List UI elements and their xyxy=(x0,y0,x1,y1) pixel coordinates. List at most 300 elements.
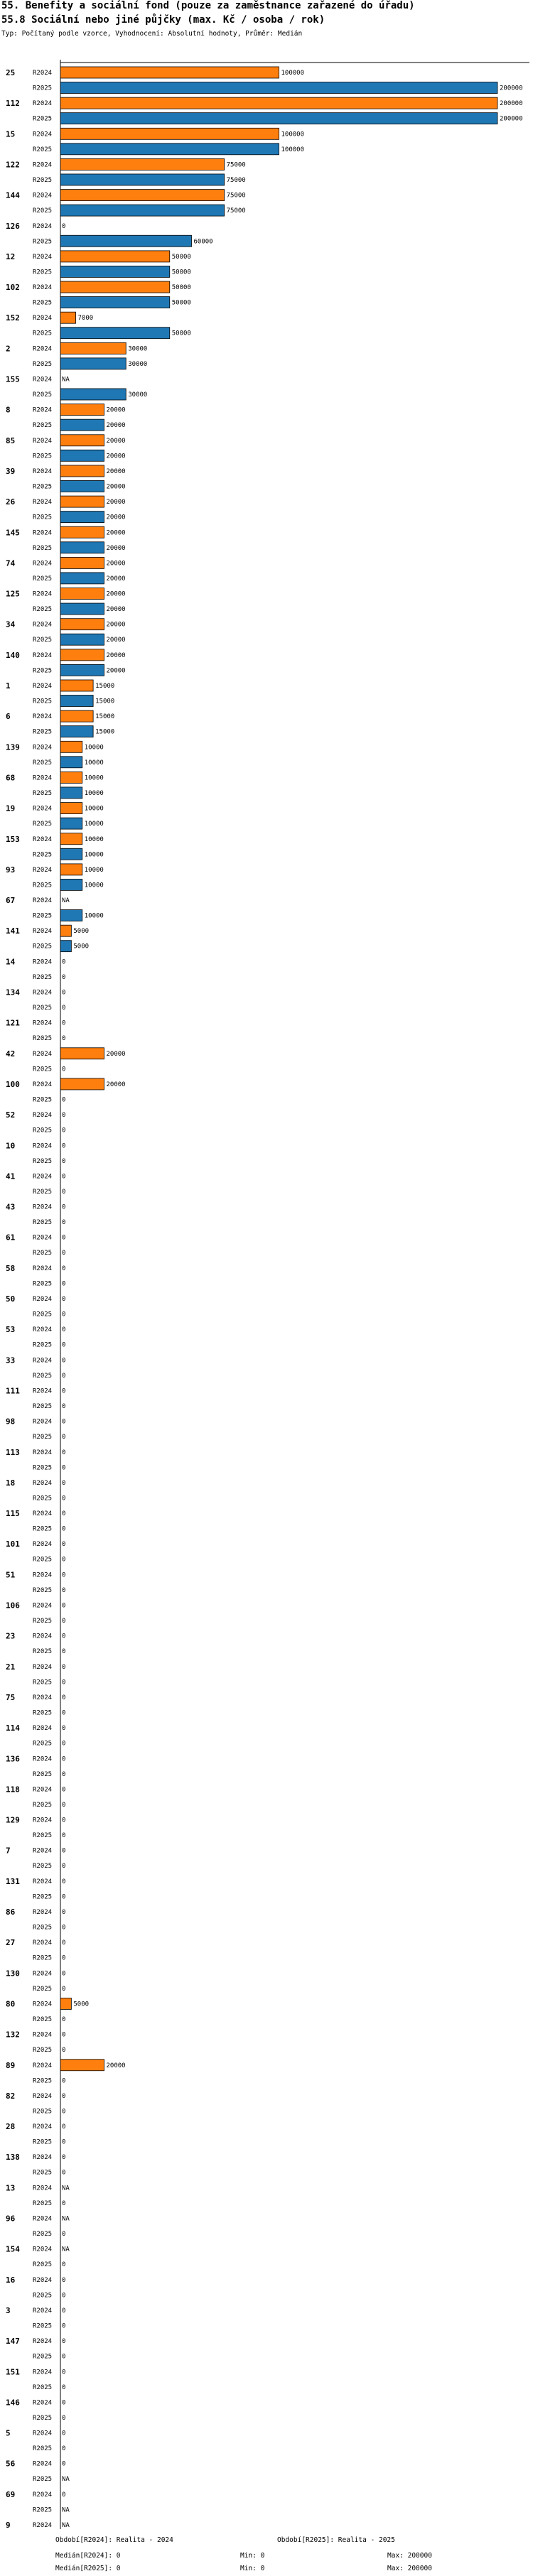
bar-r2024-93 xyxy=(60,864,82,875)
series-label-r2025: R2025 xyxy=(33,1402,53,1410)
bar-r2024-2 xyxy=(60,342,126,354)
category-label-9: 9 xyxy=(6,2521,11,2529)
series-label-r2024: R2024 xyxy=(33,1265,53,1272)
value-label-r2024-89: 20000 xyxy=(106,2062,126,2069)
series-label-r2024: R2024 xyxy=(33,2399,53,2407)
bar-r2024-39 xyxy=(60,465,104,477)
bar-r2025-74 xyxy=(60,573,104,584)
series-label-r2025: R2025 xyxy=(33,1066,53,1073)
series-label-r2024: R2024 xyxy=(33,1173,53,1181)
series-label-r2024: R2024 xyxy=(33,467,53,475)
category-label-75: 75 xyxy=(6,1692,16,1702)
series-label-r2025: R2025 xyxy=(33,2414,53,2422)
footer-median-r2025: Medián[R2025]: 0 xyxy=(55,2565,121,2572)
value-label-r2024-102: 50000 xyxy=(171,284,191,292)
category-label-93: 93 xyxy=(6,865,16,875)
value-label-r2024-12: 50000 xyxy=(171,253,191,261)
series-label-r2025: R2025 xyxy=(33,1188,53,1196)
value-label-r2024-140: 20000 xyxy=(106,651,126,659)
bar-r2024-141 xyxy=(60,925,71,936)
series-label-r2024: R2024 xyxy=(33,866,53,874)
category-label-139: 139 xyxy=(6,742,20,752)
series-label-r2024: R2024 xyxy=(33,345,53,353)
value-label-r2025-125: 20000 xyxy=(106,606,126,614)
series-label-r2024: R2024 xyxy=(33,1663,53,1671)
series-label-r2024: R2024 xyxy=(33,1296,53,1303)
bar-r2025-140 xyxy=(60,664,104,676)
value-label-r2024-51: 0 xyxy=(62,1571,66,1579)
value-label-r2025-75: 0 xyxy=(62,1709,66,1717)
series-label-r2024: R2024 xyxy=(33,2123,53,2131)
bar-r2025-155 xyxy=(60,389,126,400)
value-label-r2024-8: 20000 xyxy=(106,406,126,414)
bar-r2024-74 xyxy=(60,557,104,568)
bar-r2025-67 xyxy=(60,910,82,921)
series-label-r2024: R2024 xyxy=(33,713,53,721)
value-label-r2025-33: 0 xyxy=(62,1372,66,1380)
series-label-r2025: R2025 xyxy=(33,2047,53,2055)
category-label-10: 10 xyxy=(6,1141,16,1151)
value-label-r2024-132: 0 xyxy=(62,2031,66,2039)
value-label-r2024-112: 200000 xyxy=(500,100,523,108)
series-label-r2025: R2025 xyxy=(33,176,53,184)
bar-r2024-122 xyxy=(60,158,225,170)
value-label-r2025-53: 0 xyxy=(62,1341,66,1349)
value-label-r2024-26: 20000 xyxy=(106,499,126,507)
series-label-r2024: R2024 xyxy=(33,1786,53,1794)
value-label-r2025-106: 0 xyxy=(62,1618,66,1625)
series-label-r2024: R2024 xyxy=(33,70,53,77)
footer-min-r2024: Min: 0 xyxy=(240,2552,265,2560)
series-label-r2025: R2025 xyxy=(33,514,53,521)
value-label-r2025-131: 0 xyxy=(62,1893,66,1901)
series-label-r2024: R2024 xyxy=(33,1510,53,1518)
category-label-27: 27 xyxy=(6,1938,16,1948)
category-label-106: 106 xyxy=(6,1601,20,1611)
value-label-r2025-126: 60000 xyxy=(193,238,213,246)
category-label-144: 144 xyxy=(6,190,20,200)
value-label-r2024-39: 20000 xyxy=(106,467,126,475)
value-label-r2025-18: 0 xyxy=(62,1495,66,1503)
series-label-r2024: R2024 xyxy=(33,2246,53,2253)
value-label-r2025-154: 0 xyxy=(62,2261,66,2269)
value-label-r2024-69: 0 xyxy=(62,2491,66,2499)
category-label-15: 15 xyxy=(6,129,16,139)
series-label-r2024: R2024 xyxy=(33,590,53,598)
bar-r2024-80 xyxy=(60,1998,71,2009)
category-label-51: 51 xyxy=(6,1570,16,1580)
value-label-r2025-151: 0 xyxy=(62,2383,66,2391)
bar-r2024-100 xyxy=(60,1078,104,1090)
category-label-53: 53 xyxy=(6,1325,16,1335)
bar-r2024-85 xyxy=(60,435,104,446)
series-label-r2025: R2025 xyxy=(33,1618,53,1625)
value-label-r2025-39: 20000 xyxy=(106,483,126,491)
series-label-r2024: R2024 xyxy=(33,2031,53,2039)
series-label-r2024: R2024 xyxy=(33,1050,53,1058)
category-label-41: 41 xyxy=(6,1171,16,1181)
series-label-r2024: R2024 xyxy=(33,2491,53,2499)
series-label-r2025: R2025 xyxy=(33,1495,53,1503)
series-label-r2024: R2024 xyxy=(33,2154,53,2162)
series-label-r2025: R2025 xyxy=(33,1954,53,1962)
category-label-18: 18 xyxy=(6,1478,16,1488)
value-label-r2025-27: 0 xyxy=(62,1954,66,1962)
series-label-r2024: R2024 xyxy=(33,1081,53,1088)
series-label-r2025: R2025 xyxy=(33,1127,53,1135)
series-label-r2024: R2024 xyxy=(33,376,53,384)
category-label-153: 153 xyxy=(6,834,20,844)
category-label-141: 141 xyxy=(6,926,20,936)
series-label-r2024: R2024 xyxy=(33,2276,53,2284)
series-label-r2025: R2025 xyxy=(33,1985,53,1993)
series-label-r2025: R2025 xyxy=(33,2015,53,2023)
value-label-r2025-12: 50000 xyxy=(171,269,191,276)
value-label-r2024-125: 20000 xyxy=(106,590,126,598)
bar-r2025-25 xyxy=(60,82,497,94)
value-label-r2025-51: 0 xyxy=(62,1586,66,1594)
series-label-r2025: R2025 xyxy=(33,360,53,368)
category-label-28: 28 xyxy=(6,2122,16,2132)
series-label-r2024: R2024 xyxy=(33,774,53,782)
value-label-r2024-61: 0 xyxy=(62,1234,66,1242)
series-label-r2024: R2024 xyxy=(33,1571,53,1579)
value-label-r2024-6: 15000 xyxy=(95,713,115,721)
series-label-r2025: R2025 xyxy=(33,422,53,430)
series-label-r2024: R2024 xyxy=(33,1418,53,1426)
category-label-56: 56 xyxy=(6,2459,16,2469)
value-label-r2025-25: 200000 xyxy=(500,85,523,92)
bar-r2024-34 xyxy=(60,619,104,630)
series-label-r2025: R2025 xyxy=(33,728,53,736)
value-label-r2025-68: 10000 xyxy=(84,789,104,797)
series-label-r2024: R2024 xyxy=(33,284,53,292)
value-label-r2025-21: 0 xyxy=(62,1679,66,1687)
series-label-r2024: R2024 xyxy=(33,529,53,537)
bar-r2024-140 xyxy=(60,649,104,661)
series-label-r2024: R2024 xyxy=(33,621,53,629)
series-label-r2025: R2025 xyxy=(33,2506,53,2514)
value-label-r2025-26: 20000 xyxy=(106,514,126,521)
category-label-43: 43 xyxy=(6,1202,16,1212)
value-label-r2025-147: 0 xyxy=(62,2353,66,2361)
value-label-r2025-2: 30000 xyxy=(128,360,148,368)
series-label-r2024: R2024 xyxy=(33,406,53,414)
value-label-r2025-115: 0 xyxy=(62,1525,66,1533)
series-label-r2024: R2024 xyxy=(33,1112,53,1120)
category-label-151: 151 xyxy=(6,2367,20,2377)
series-label-r2024: R2024 xyxy=(33,1633,53,1640)
value-label-r2024-41: 0 xyxy=(62,1173,66,1181)
category-label-96: 96 xyxy=(6,2214,16,2224)
series-label-r2025: R2025 xyxy=(33,1250,53,1257)
series-label-r2025: R2025 xyxy=(33,2199,53,2207)
value-label-r2024-52: 0 xyxy=(62,1112,66,1120)
bar-r2025-2 xyxy=(60,358,126,369)
bar-r2025-112 xyxy=(60,113,497,124)
series-label-r2024: R2024 xyxy=(33,897,53,905)
series-label-r2024: R2024 xyxy=(33,1725,53,1733)
series-label-r2025: R2025 xyxy=(33,821,53,828)
chart-title-section: 55. Benefity a sociální fond (pouze za zaměstnance zařazené do úřadu) xyxy=(1,0,415,11)
series-label-r2024: R2024 xyxy=(33,192,53,200)
value-label-r2024-74: 20000 xyxy=(106,560,126,568)
bar-r2025-125 xyxy=(60,603,104,615)
series-label-r2025: R2025 xyxy=(33,330,53,337)
bar-r2025-126 xyxy=(60,235,192,247)
series-label-r2025: R2025 xyxy=(33,667,53,675)
category-label-69: 69 xyxy=(6,2489,16,2499)
value-label-r2025-145: 20000 xyxy=(106,544,126,552)
value-label-r2025-19: 10000 xyxy=(84,821,104,828)
value-label-r2024-126: 0 xyxy=(62,222,66,230)
series-label-r2024: R2024 xyxy=(33,835,53,843)
value-label-r2024-100: 20000 xyxy=(106,1081,126,1088)
series-label-r2025: R2025 xyxy=(33,146,53,153)
series-label-r2025: R2025 xyxy=(33,1586,53,1594)
series-label-r2024: R2024 xyxy=(33,100,53,108)
value-label-r2024-85: 20000 xyxy=(106,437,126,445)
category-label-121: 121 xyxy=(6,1018,20,1028)
value-label-r2025-93: 10000 xyxy=(84,882,104,889)
value-label-r2025-56: NA xyxy=(62,2476,70,2484)
value-label-r2024-56: 0 xyxy=(62,2460,66,2468)
value-label-r2025-14: 0 xyxy=(62,973,66,981)
series-label-r2025: R2025 xyxy=(33,1832,53,1840)
series-label-r2025: R2025 xyxy=(33,2169,53,2177)
bar-r2025-39 xyxy=(60,480,104,492)
bar-r2025-152 xyxy=(60,328,170,339)
category-label-85: 85 xyxy=(6,435,16,445)
value-label-r2025-23: 0 xyxy=(62,1648,66,1656)
category-label-86: 86 xyxy=(6,1907,16,1917)
footer-max-r2024: Max: 200000 xyxy=(387,2552,432,2560)
series-label-r2025: R2025 xyxy=(33,973,53,981)
value-label-r2024-16: 0 xyxy=(62,2276,66,2284)
series-label-r2024: R2024 xyxy=(33,2522,53,2529)
footer-min-r2025: Min: 0 xyxy=(240,2565,265,2572)
value-label-r2024-68: 10000 xyxy=(84,774,104,782)
value-label-r2024-42: 20000 xyxy=(106,1050,126,1058)
value-label-r2024-2: 30000 xyxy=(128,345,148,353)
bar-r2024-42 xyxy=(60,1048,104,1059)
bar-r2024-26 xyxy=(60,496,104,507)
category-label-61: 61 xyxy=(6,1233,16,1243)
bar-r2024-152 xyxy=(60,312,76,323)
bar-r2025-85 xyxy=(60,450,104,461)
series-label-r2024: R2024 xyxy=(33,1541,53,1549)
category-label-5: 5 xyxy=(6,2428,11,2438)
category-label-1: 1 xyxy=(6,681,11,691)
bar-r2025-15 xyxy=(60,144,279,155)
series-label-r2025: R2025 xyxy=(33,115,53,123)
series-label-r2024: R2024 xyxy=(33,805,53,813)
series-label-r2024: R2024 xyxy=(33,253,53,261)
bar-r2024-102 xyxy=(60,281,170,293)
value-label-r2024-33: 0 xyxy=(62,1357,66,1365)
value-label-r2024-101: 0 xyxy=(62,1541,66,1549)
chart-subtitle: Typ: Počítaný podle vzorce, Vyhodnocení: Absolutní hodnoty, Průměr: Medián xyxy=(1,30,303,38)
category-label-146: 146 xyxy=(6,2398,20,2408)
category-label-12: 12 xyxy=(6,251,16,261)
value-label-r2025-132: 0 xyxy=(62,2047,66,2055)
value-label-r2025-6: 15000 xyxy=(95,728,115,736)
value-label-r2024-75: 0 xyxy=(62,1694,66,1701)
bar-r2025-102 xyxy=(60,297,170,308)
series-label-r2025: R2025 xyxy=(33,1556,53,1564)
value-label-r2025-136: 0 xyxy=(62,1770,66,1778)
series-label-r2025: R2025 xyxy=(33,2476,53,2484)
value-label-r2024-122: 75000 xyxy=(226,161,246,169)
value-label-r2024-10: 0 xyxy=(62,1142,66,1150)
bar-r2025-34 xyxy=(60,634,104,645)
series-label-r2025: R2025 xyxy=(33,1770,53,1778)
series-label-r2024: R2024 xyxy=(33,1142,53,1150)
bar-r2024-1 xyxy=(60,680,93,691)
series-label-r2025: R2025 xyxy=(33,2138,53,2146)
value-label-r2025-5: 0 xyxy=(62,2445,66,2453)
series-label-r2025: R2025 xyxy=(33,1005,53,1012)
bar-r2025-12 xyxy=(60,266,170,277)
series-label-r2024: R2024 xyxy=(33,683,53,690)
category-label-147: 147 xyxy=(6,2337,20,2347)
category-label-126: 126 xyxy=(6,221,20,231)
series-label-r2025: R2025 xyxy=(33,483,53,491)
value-label-r2025-114: 0 xyxy=(62,1740,66,1748)
series-label-r2024: R2024 xyxy=(33,2001,53,2008)
bar-r2024-144 xyxy=(60,190,225,201)
value-label-r2025-50: 0 xyxy=(62,1311,66,1319)
series-label-r2024: R2024 xyxy=(33,1817,53,1824)
value-label-r2024-86: 0 xyxy=(62,1909,66,1916)
category-label-7: 7 xyxy=(6,1846,11,1856)
category-label-68: 68 xyxy=(6,773,16,783)
category-label-34: 34 xyxy=(6,619,16,629)
value-label-r2024-27: 0 xyxy=(62,1939,66,1947)
bar-r2024-25 xyxy=(60,67,279,78)
value-label-r2024-18: 0 xyxy=(62,1479,66,1487)
category-label-129: 129 xyxy=(6,1815,20,1825)
value-label-r2025-58: 0 xyxy=(62,1280,66,1288)
value-label-r2024-15: 100000 xyxy=(281,131,305,139)
value-label-r2025-101: 0 xyxy=(62,1556,66,1564)
value-label-r2024-5: 0 xyxy=(62,2430,66,2437)
series-label-r2025: R2025 xyxy=(33,1096,53,1104)
series-label-r2024: R2024 xyxy=(33,928,53,936)
bar-r2024-139 xyxy=(60,741,82,752)
series-label-r2024: R2024 xyxy=(33,2092,53,2100)
bar-r2024-68 xyxy=(60,772,82,783)
value-label-r2025-122: 75000 xyxy=(226,176,246,184)
series-label-r2025: R2025 xyxy=(33,789,53,797)
value-label-r2025-113: 0 xyxy=(62,1464,66,1472)
value-label-r2024-9: NA xyxy=(62,2522,70,2529)
series-label-r2025: R2025 xyxy=(33,453,53,460)
value-label-r2024-118: 0 xyxy=(62,1786,66,1794)
series-label-r2025: R2025 xyxy=(33,207,53,215)
series-label-r2025: R2025 xyxy=(33,2261,53,2269)
value-label-r2025-42: 0 xyxy=(62,1066,66,1073)
value-label-r2024-136: 0 xyxy=(62,1755,66,1763)
category-label-100: 100 xyxy=(6,1079,20,1089)
value-label-r2024-139: 10000 xyxy=(84,744,104,752)
category-label-112: 112 xyxy=(6,99,20,109)
bar-r2024-15 xyxy=(60,128,279,139)
series-label-r2025: R2025 xyxy=(33,1709,53,1717)
value-label-r2024-147: 0 xyxy=(62,2338,66,2346)
category-label-33: 33 xyxy=(6,1355,16,1365)
series-label-r2025: R2025 xyxy=(33,1924,53,1932)
value-label-r2025-7: 0 xyxy=(62,1863,66,1871)
category-label-122: 122 xyxy=(6,160,20,170)
value-label-r2024-67: NA xyxy=(62,897,70,905)
series-label-r2025: R2025 xyxy=(33,698,53,705)
category-label-23: 23 xyxy=(6,1631,16,1641)
series-label-r2024: R2024 xyxy=(33,560,53,568)
series-label-r2024: R2024 xyxy=(33,1755,53,1763)
value-label-r2025-141: 5000 xyxy=(73,943,90,951)
value-label-r2024-129: 0 xyxy=(62,1817,66,1824)
category-label-39: 39 xyxy=(6,466,16,476)
series-label-r2025: R2025 xyxy=(33,1219,53,1227)
series-label-r2024: R2024 xyxy=(33,1326,53,1334)
series-label-r2024: R2024 xyxy=(33,1019,53,1027)
value-label-r2025-15: 100000 xyxy=(281,146,305,153)
value-label-r2025-152: 50000 xyxy=(171,330,191,337)
bar-r2025-141 xyxy=(60,941,71,952)
value-label-r2025-74: 20000 xyxy=(106,575,126,583)
value-label-r2025-1: 15000 xyxy=(95,698,115,705)
value-label-r2024-144: 75000 xyxy=(226,192,246,200)
category-label-111: 111 xyxy=(6,1386,20,1396)
series-label-r2024: R2024 xyxy=(33,2185,53,2192)
bar-r2025-26 xyxy=(60,512,104,523)
series-label-r2024: R2024 xyxy=(33,1970,53,1978)
series-label-r2025: R2025 xyxy=(33,299,53,307)
bar-r2024-12 xyxy=(60,251,170,262)
value-label-r2024-134: 0 xyxy=(62,989,66,997)
category-label-154: 154 xyxy=(6,2244,20,2254)
value-label-r2025-80: 0 xyxy=(62,2015,66,2023)
value-label-r2024-121: 0 xyxy=(62,1019,66,1027)
series-label-r2024: R2024 xyxy=(33,2062,53,2069)
series-label-r2024: R2024 xyxy=(33,2430,53,2437)
footer-median-r2024: Medián[R2024]: 0 xyxy=(55,2552,121,2560)
value-label-r2024-151: 0 xyxy=(62,2369,66,2376)
value-label-r2024-21: 0 xyxy=(62,1663,66,1671)
series-label-r2025: R2025 xyxy=(33,2292,53,2300)
value-label-r2025-130: 0 xyxy=(62,1985,66,1993)
series-label-r2025: R2025 xyxy=(33,2231,53,2238)
series-label-r2025: R2025 xyxy=(33,85,53,92)
bar-r2024-8 xyxy=(60,404,104,416)
value-label-r2024-80: 5000 xyxy=(73,2001,90,2008)
category-label-25: 25 xyxy=(6,68,16,77)
category-label-102: 102 xyxy=(6,283,20,293)
value-label-r2025-134: 0 xyxy=(62,1005,66,1012)
value-label-r2024-43: 0 xyxy=(62,1203,66,1211)
series-label-r2025: R2025 xyxy=(33,1801,53,1809)
value-label-r2025-89: 0 xyxy=(62,2077,66,2085)
bar-r2025-145 xyxy=(60,542,104,553)
series-label-r2024: R2024 xyxy=(33,1203,53,1211)
series-label-r2025: R2025 xyxy=(33,1035,53,1043)
category-label-132: 132 xyxy=(6,2030,20,2040)
category-label-74: 74 xyxy=(6,558,16,568)
value-label-r2024-34: 20000 xyxy=(106,621,126,629)
category-label-136: 136 xyxy=(6,1754,20,1764)
bar-r2025-6 xyxy=(60,726,93,737)
